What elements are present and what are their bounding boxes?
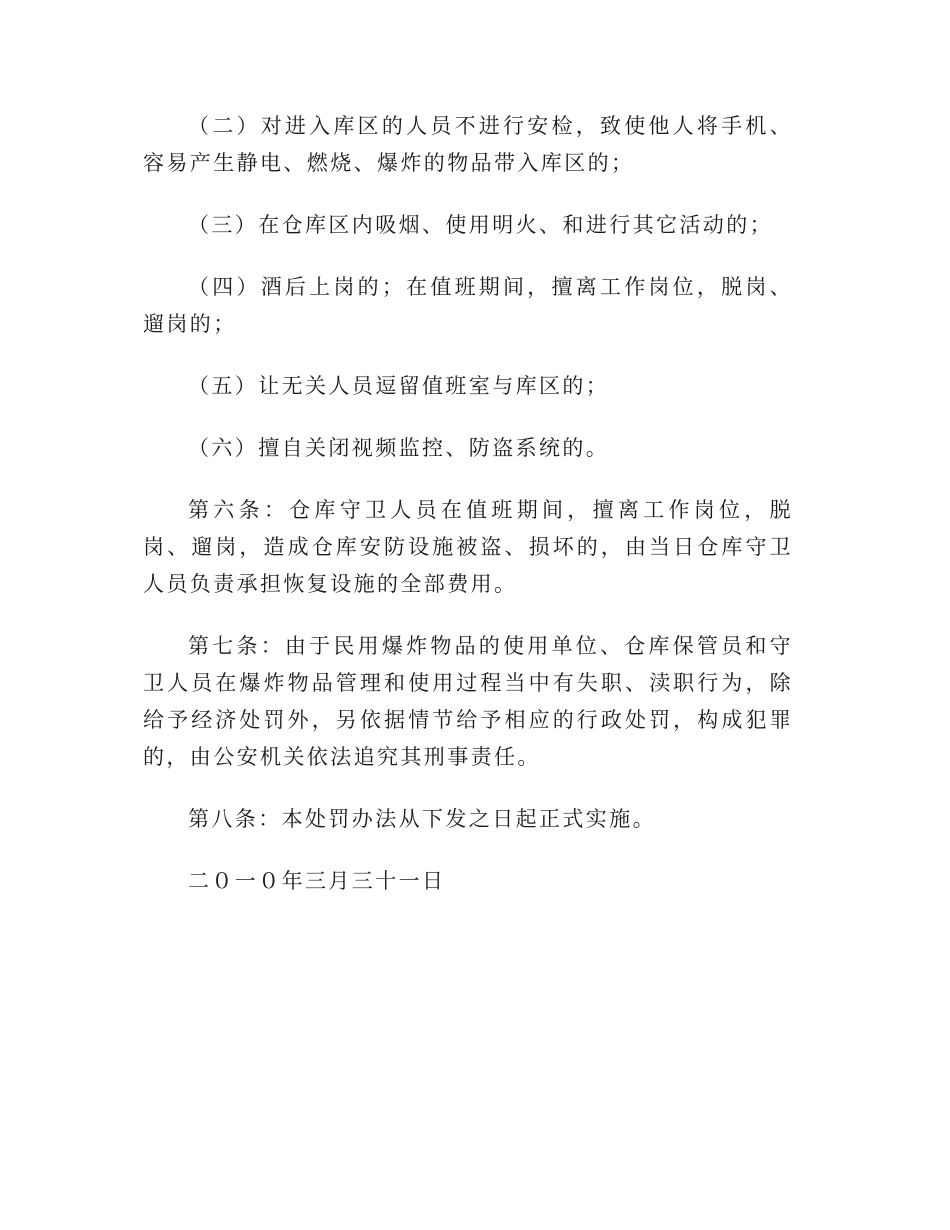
article-8-paragraph: 第八条：本处罚办法从下发之日起正式实施。	[188, 807, 656, 831]
clause-2-no-security-check: （二）对进入库区的人员不进行安检，致使他人将手机、容易产生静电、燃烧、爆炸的物品带入库区的；	[143, 114, 793, 175]
document-date: 二０一０年三月三十一日	[188, 869, 446, 893]
clause-5-unauthorized-persons: （五）让无关人员逗留值班室与库区的；	[188, 374, 610, 398]
document-body	[143, 108, 793, 900]
clause-4-drinking-leaving-post: （四）酒后上岗的；在值班期间，擅离工作岗位，脱岗、遛岗的；	[143, 275, 793, 336]
clause-3-smoking-open-fire: （三）在仓库区内吸烟、使用明火、和进行其它活动的；	[188, 213, 773, 237]
clause-6-disabling-surveillance: （六）擅自关闭视频监控、防盗系统的。	[188, 436, 610, 460]
article-7-paragraph: 第七条：由于民用爆炸物品的使用单位、仓库保管员和守卫人员在爆炸物品管理和使用过程当中有失职、渎职行为，除给予经济处罚外，另依据情节给予相应的行政处罚，构成犯罪的，由公安机关依法追究其刑事责任。	[143, 634, 793, 769]
article-6-paragraph: 第六条：仓库守卫人员在值班期间，擅离工作岗位，脱岗、遛岗，造成仓库安防设施被盗、损坏的，由当日仓库守卫人员负责承担恢复设施的全部费用。	[143, 498, 793, 596]
